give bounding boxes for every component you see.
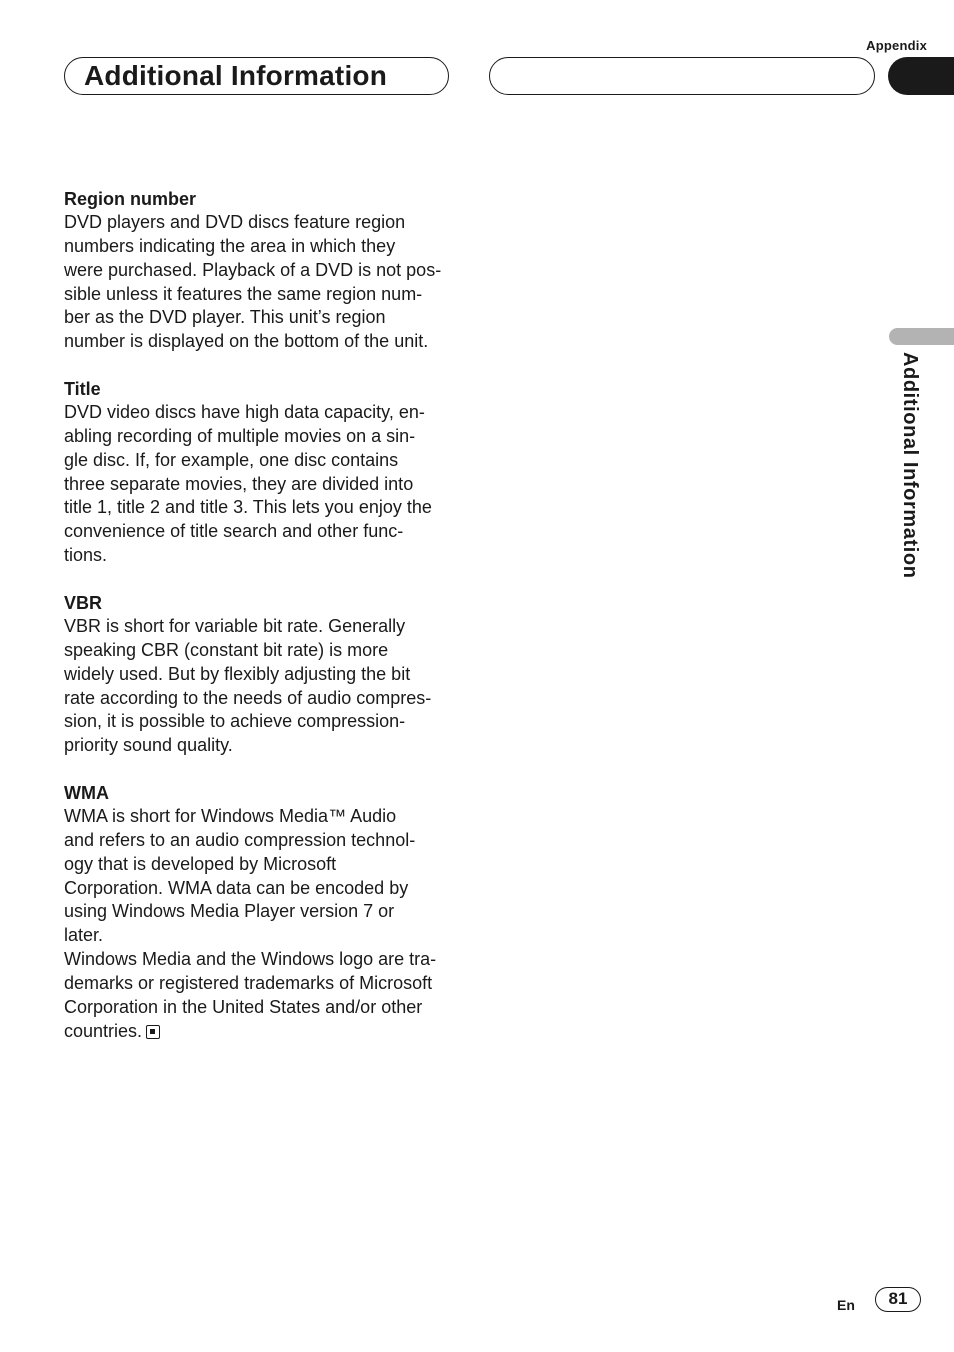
glossary-term: Title: [64, 379, 101, 400]
footer-language: En: [837, 1297, 855, 1313]
side-tab-label: Additional Information: [899, 352, 921, 579]
text-line: were purchased. Playback of a DVD is not pos-: [64, 259, 442, 280]
glossary-entry-vbr: [64, 591, 456, 758]
text-line: demarks or registered trademarks of Microsoft: [64, 972, 433, 993]
text-line: abling recording of multiple movies on a sin-: [64, 425, 416, 446]
text-line: widely used. But by flexibly adjusting the bit: [64, 663, 411, 684]
text-line: VBR is short for variable bit rate. Generally: [64, 615, 406, 636]
glossary-term: Region number: [64, 189, 197, 209]
text-line: DVD players and DVD discs feature region: [64, 212, 406, 232]
text-line: priority sound quality.: [64, 735, 233, 756]
text-line: three separate movies, they are divided into: [64, 473, 414, 494]
glossary-content: [64, 187, 456, 1043]
text-line: convenience of title search and other func-: [64, 521, 404, 542]
text-line: gle disc. If, for example, one disc contains: [64, 449, 399, 470]
glossary-definition: [64, 615, 456, 758]
text-line: sion, it is possible to achieve compression-: [64, 711, 406, 732]
text-line: rate according to the needs of audio compres-: [64, 687, 432, 708]
glossary-entry-title: [64, 377, 456, 568]
glossary-entry-region-number: [64, 187, 456, 354]
text-line: later.: [64, 925, 104, 946]
end-of-section-icon: [146, 1025, 160, 1039]
text-line: numbers indicating the area in which they: [64, 235, 396, 256]
side-tab-marker: [889, 328, 954, 345]
text-line: speaking CBR (constant bit rate) is more: [64, 639, 389, 660]
text-line: ber as the DVD player. This unit’s region: [64, 307, 386, 328]
text-line: ogy that is developed by Microsoft: [64, 853, 337, 874]
glossary-entry-wma: [64, 781, 456, 1043]
glossary-definition: [64, 211, 456, 354]
glossary-definition: [64, 805, 456, 1043]
text-line: using Windows Media Player version 7 or: [64, 901, 395, 922]
text-line: countries.: [64, 1020, 143, 1041]
section-title: Additional Information: [84, 60, 388, 91]
page-number: 81: [875, 1287, 921, 1312]
text-line: DVD video discs have high data capacity, en-: [64, 402, 425, 423]
section-title-pill: [64, 57, 449, 95]
glossary-definition: [64, 401, 456, 568]
text-line: and refers to an audio compression technol-: [64, 829, 416, 850]
section-tab-marker: [888, 57, 954, 95]
text-line: WMA is short for Windows Media™ Audio: [64, 806, 397, 827]
text-line: Windows Media and the Windows logo are tra-: [64, 949, 437, 970]
appendix-label: Appendix: [866, 38, 927, 53]
text-line-last: [64, 1020, 456, 1044]
text-line: Corporation. WMA data can be encoded by: [64, 877, 409, 898]
empty-header-pill: [489, 57, 875, 95]
text-line: number is displayed on the bottom of the unit.: [64, 331, 429, 352]
text-line: Corporation in the United States and/or other: [64, 996, 423, 1017]
glossary-term: WMA: [64, 783, 109, 804]
text-line: title 1, title 2 and title 3. This lets you enjoy the: [64, 497, 432, 518]
glossary-term: VBR: [64, 592, 103, 613]
text-line: sible unless it features the same region num-: [64, 283, 423, 304]
text-line: tions.: [64, 545, 108, 566]
